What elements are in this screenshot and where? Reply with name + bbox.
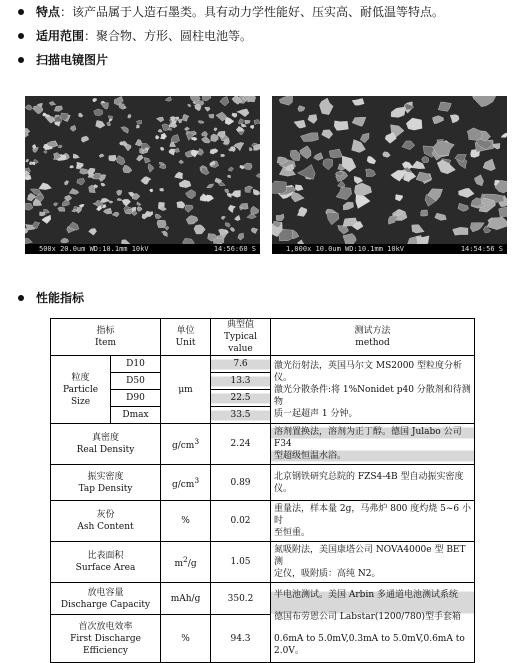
capacity-unit: mAh/g [161, 583, 211, 615]
table-header-row [51, 319, 475, 356]
property-value: 1.05 [211, 542, 271, 583]
particle-row-name: D90 [111, 390, 161, 407]
table-row [51, 356, 475, 373]
header-item: 指标 Item [51, 319, 161, 356]
performance-section-heading [18, 290, 508, 306]
bullet-icon [18, 295, 24, 301]
header-method: 测试方法 method [271, 319, 475, 356]
specification-table [50, 318, 475, 663]
efficiency-value: 94.3 [211, 615, 271, 663]
performance-title: 性能指标 [36, 291, 85, 305]
particle-method: 激光衍射法，英国马尔文 MS2000 型粒度分析仪。 激光分散条件:将 1%Nonidet p40 分散剂和待测物 质一起超声 1 分钟。 [271, 356, 475, 424]
particle-unit: μm [161, 356, 211, 424]
efficiency-unit: % [161, 615, 211, 663]
table-row [51, 583, 475, 615]
sem-micrograph-2 [272, 96, 507, 244]
property-label: 比表面积 Surface Area [51, 542, 161, 583]
property-method: 北京钢铁研究总院的 FZS4-4B 型自动振实密度 仪。 [271, 465, 475, 501]
sem-info-left: 1,000x 10.0um WD:10.1mm 10kV [286, 245, 405, 253]
table-row [51, 465, 475, 501]
battery-method: 半电池测试。美国 Arbin 多通道电池测试系统 德国布劳恩公司 Labstar(1200/780)型手套箱 0.6mA to 5.0mV,0.3mA to 5.0mV,0.6mA to 2.0V。 [271, 583, 475, 663]
capacity-value: 350.2 [211, 583, 271, 615]
table-row [51, 424, 475, 465]
property-label: 真密度 Real Density [51, 424, 161, 465]
property-label: 振实密度 Tap Density [51, 465, 161, 501]
property-value: 0.89 [211, 465, 271, 501]
sem-info-left: 500x 20.0um WD:10.1mm 10kV [39, 245, 149, 253]
applications-label: 适用范围 [36, 29, 85, 43]
applications-colon: ： [84, 29, 97, 43]
particle-size-label: 粒度 Particle Size [51, 356, 111, 424]
sem-title: 扫描电镜图片 [36, 53, 109, 67]
property-value: 0.02 [211, 501, 271, 542]
applications-line [18, 28, 508, 44]
sem-info-bar [25, 244, 260, 254]
table-row [51, 501, 475, 542]
header-typical-value: 典型值 Typical value [211, 319, 271, 356]
features-label: 特点 [36, 5, 61, 19]
property-method: 重量法，样本量 2g，马弗炉 800 度灼烧 5~6 小时 至恒重。 [271, 501, 475, 542]
property-unit: $m^2/g$ [161, 542, 211, 583]
property-unit: $g/cm^3$ [161, 424, 211, 465]
features-line [18, 4, 508, 20]
sem-section-heading [18, 52, 508, 68]
property-method: 氮吸附法，美国康塔公司 NOVA4000e 型 BET 测 定仪，吸附质：高纯 N2。 [271, 542, 475, 583]
particle-value: 33.5 [211, 407, 271, 424]
bullet-icon [18, 9, 24, 15]
sem-image-1 [25, 96, 260, 254]
sem-info-right: 14:54:56 S [460, 245, 503, 253]
efficiency-label: 首次放电效率 First Discharge Efficiency [51, 615, 161, 663]
property-unit: % [161, 501, 211, 542]
property-unit: $g/cm^3$ [161, 465, 211, 501]
property-label: 灰份 Ash Content [51, 501, 161, 542]
sem-info-bar [272, 244, 507, 254]
bullet-icon [18, 33, 24, 39]
particle-row-name: D50 [111, 373, 161, 390]
sem-micrograph-1 [25, 96, 260, 244]
particle-value: 13.3 [211, 373, 271, 390]
particle-row-name: Dmax [111, 407, 161, 424]
property-value: 2.24 [211, 424, 271, 465]
sem-info-right: 14:56:60 S [213, 245, 256, 253]
property-method: 溶剂置换法，溶剂为正丁醇。德国 Julabo 公司 F34 型超级恒温水浴。 [271, 424, 475, 465]
header-unit: 单位 Unit [161, 319, 211, 356]
particle-value: 7.6 [211, 356, 271, 373]
bullet-icon [18, 57, 24, 63]
particle-value: 22.5 [211, 390, 271, 407]
features-text: 该产品属于人造石墨类。具有动力学性能好、压实高、耐低温等特点。 [72, 5, 445, 19]
applications-text: 聚合物、方形、圆柱电池等。 [96, 29, 253, 43]
sem-image-2 [272, 96, 507, 254]
capacity-label: 放电容量 Discharge Capacity [51, 583, 161, 615]
features-colon: ： [60, 5, 73, 19]
table-row [51, 542, 475, 583]
particle-row-name: D10 [111, 356, 161, 373]
